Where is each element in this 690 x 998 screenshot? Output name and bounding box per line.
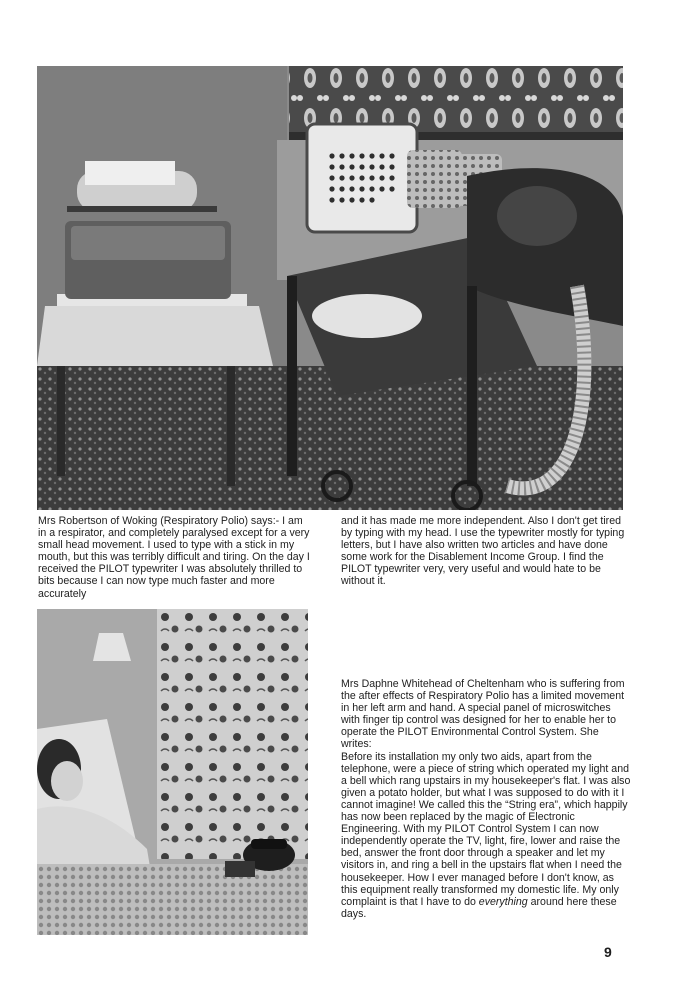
- robertson-story-part-2: [341, 515, 631, 588]
- whitehead-body-part-2: around here these days.: [341, 895, 617, 920]
- whitehead-story: [341, 678, 631, 920]
- photo-whitehead-in-bed: [37, 609, 308, 935]
- whitehead-body-part-1: Before its installation my only two aids, apart from the telephone, were a piece of string which operated my light and a bell which rang upstairs in my housekeeper's flat. I was also given a potato holder, but what I was supposed to do with it I cannot imagine! We called this the “String era”, which happily has now been replaced by the magic of Electronic Engineering. With my PILOT Control System I can now independently operate the TV, light, fire, lower and raise the bed, answer the front door through a speaker and let my visitors in, and ring a bell in the upstairs flat when I need the housekeeper. How I ever managed before I don't know, as this equipment really transformed my domestic life. My only complaint is that I have to do: [341, 750, 631, 908]
- whitehead-intro: Mrs Daphne Whitehead of Cheltenham who is suffering from the after effects of Respiratory Polio has a limited movement in her left arm and hand. A special panel of microswitches with finger tip control was designed for her to enable her to operate the PILOT Environmental Control System. She writes:: [341, 678, 625, 751]
- photo-robertson-pilot-typewriter: [37, 66, 623, 510]
- whitehead-body-emphasis: everything: [478, 895, 528, 908]
- whitehead-body: [341, 751, 631, 920]
- robertson-paragraph-start: Mrs Robertson of Woking (Respiratory Polio) says:- I am in a respirator, and completely paralysed except for a very small head movement. I used to type with a stick in my mouth, but this was terribly difficult and tiring. On the day I received the PILOT typewriter I was absolutely thrilled to bits because I can now type much faster and more accurately: [38, 515, 310, 600]
- robertson-story-part-1: [38, 515, 310, 600]
- page-number: 9: [604, 944, 612, 960]
- robertson-paragraph-end: and it has made me more independent. Also I don't get tired by typing with my head. I use the typewriter mostly for typing letters, but I have also written two articles and have done some work for the Disablement Income Group. I find the PILOT typewriter very, very useful and would hate to be without it.: [341, 515, 625, 588]
